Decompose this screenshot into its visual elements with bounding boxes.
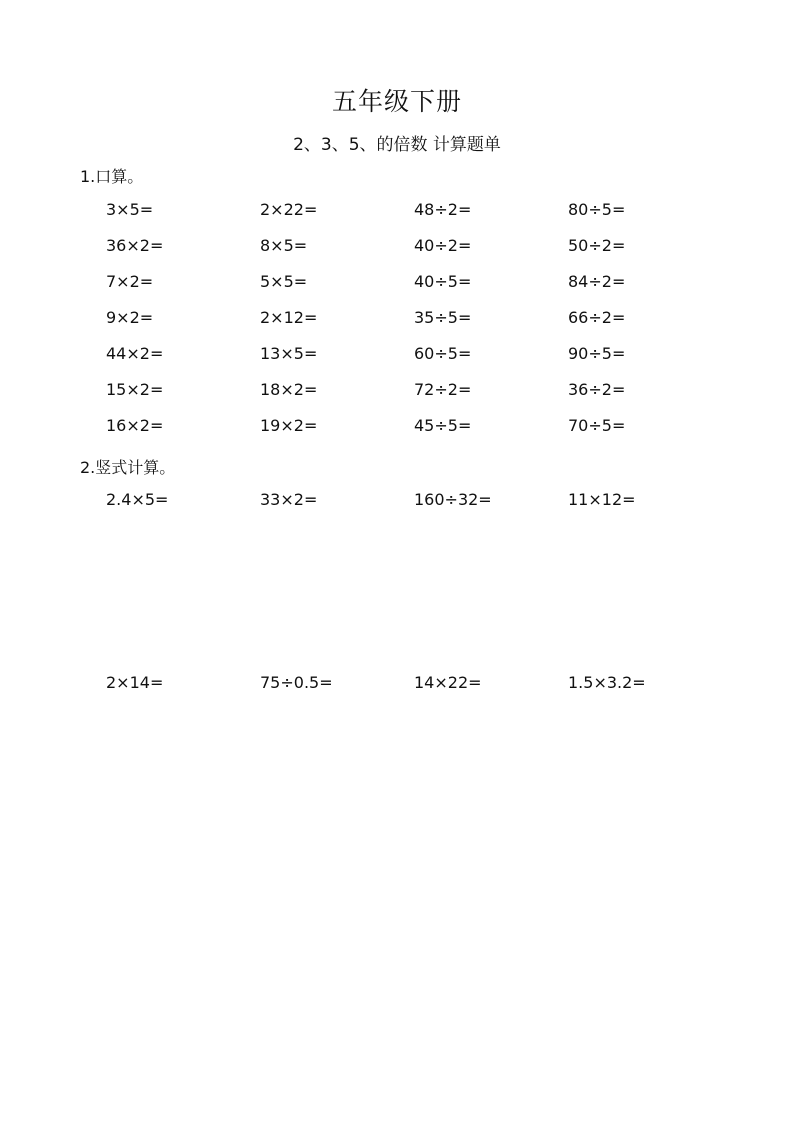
problem: 66÷2= [568,308,626,327]
problem: 80÷5= [568,200,626,219]
problem: 5×5= [260,272,308,291]
problem: 40÷5= [414,272,472,291]
section-heading-vertical: 2.竖式计算。 [80,458,176,477]
problem: 15×2= [106,380,164,399]
oral-problem-grid [106,200,746,452]
problem: 19×2= [260,416,318,435]
problem: 84÷2= [568,272,626,291]
problem: 14×22= [414,673,482,692]
problem: 1.5×3.2= [568,673,646,692]
problem: 3×5= [106,200,154,219]
problem: 36÷2= [568,380,626,399]
problem: 2.4×5= [106,490,169,509]
problem: 45÷5= [414,416,472,435]
vertical-problem-grid [106,490,746,856]
problem: 18×2= [260,380,318,399]
section-heading-oral: 1.口算。 [80,167,144,186]
problem: 50÷2= [568,236,626,255]
problem: 11×12= [568,490,636,509]
problem: 9×2= [106,308,154,327]
problem: 2×22= [260,200,318,219]
problem: 44×2= [106,344,164,363]
problem: 2×12= [260,308,318,327]
page-subtitle: 2、3、5、的倍数 计算题单 [293,135,501,155]
page-title: 五年级下册 [331,87,462,116]
problem: 70÷5= [568,416,626,435]
problem: 35÷5= [414,308,472,327]
problem: 33×2= [260,490,318,509]
problem: 90÷5= [568,344,626,363]
problem: 7×2= [106,272,154,291]
problem: 60÷5= [414,344,472,363]
problem: 13×5= [260,344,318,363]
problem: 2×14= [106,673,164,692]
problem: 16×2= [106,416,164,435]
problem: 75÷0.5= [260,673,333,692]
problem: 8×5= [260,236,308,255]
problem: 72÷2= [414,380,472,399]
problem: 160÷32= [414,490,492,509]
problem: 40÷2= [414,236,472,255]
problem: 36×2= [106,236,164,255]
problem: 48÷2= [414,200,472,219]
